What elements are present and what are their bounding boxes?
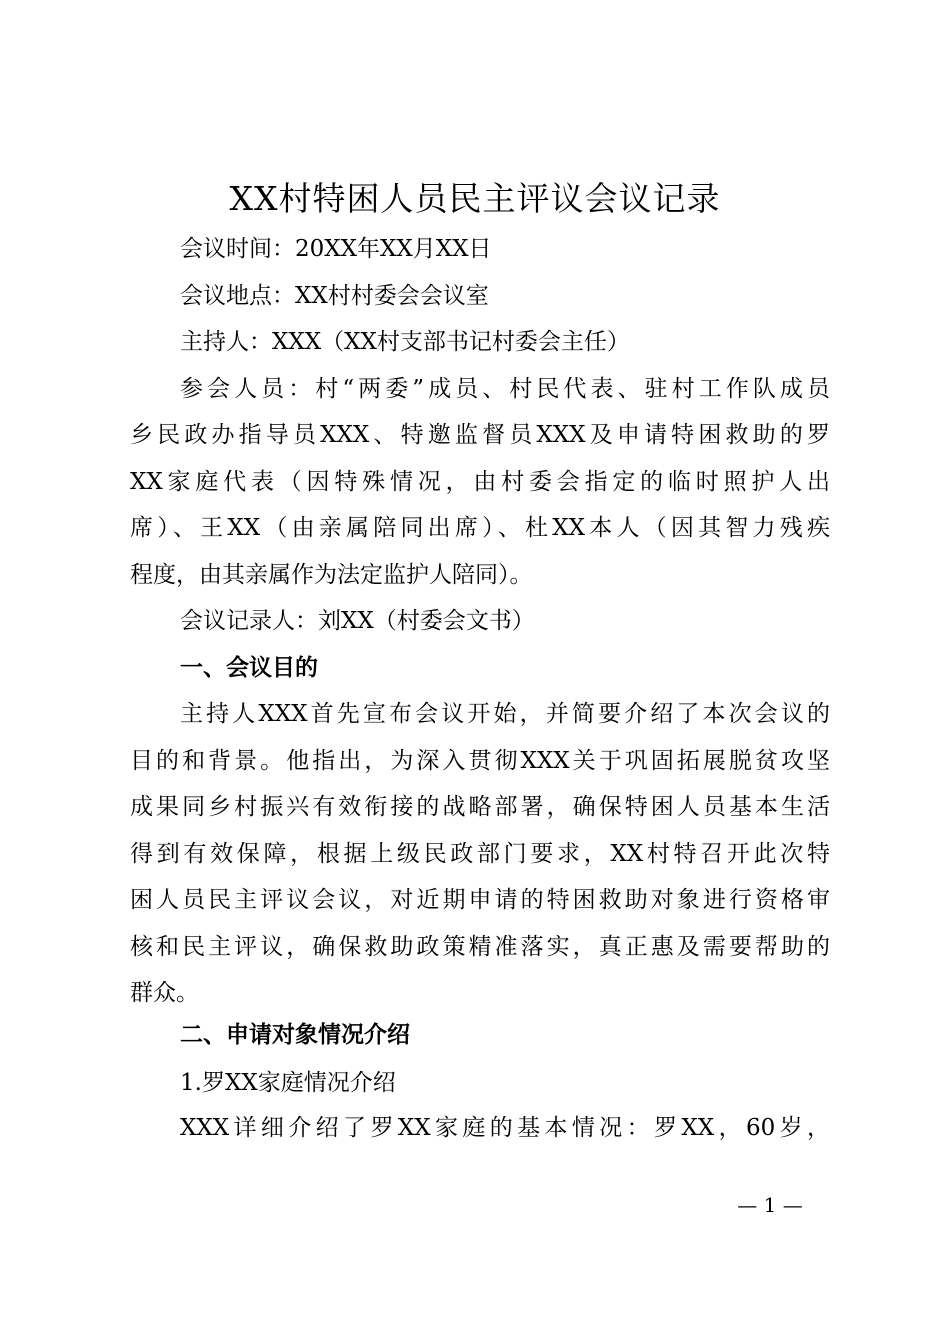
- section-heading-applicants: 二、申请对象情况介绍: [180, 1022, 410, 1048]
- paragraph-line: 核和民主评议，确保救助政策精准落实，真正惠及需要帮助的: [130, 934, 830, 960]
- paragraph-line: XXX详细介绍了罗XX家庭的基本情况：罗XX，60岁，: [180, 1115, 830, 1141]
- meeting-time: 会议时间：20XX年XX月XX日: [180, 236, 492, 262]
- attendees-line: 参会人员：村“两委”成员、村民代表、驻村工作队成员: [180, 376, 830, 402]
- paragraph-line: 群众。: [130, 980, 199, 1006]
- meeting-location: 会议地点：XX村村委会会议室: [180, 283, 489, 309]
- section-heading-purpose: 一、会议目的: [180, 655, 318, 681]
- attendees-line: 乡民政办指导员XXX、特邀监督员XXX及申请特困救助的罗: [130, 422, 830, 448]
- attendees-line: 程度，由其亲属作为法定监护人陪同）。: [130, 562, 533, 588]
- attendees-line: 席）、王XX（由亲属陪同出席）、杜XX本人（因其智力残疾: [130, 515, 830, 541]
- paragraph-line: 成果同乡村振兴有效衔接的战略部署，确保特困人员基本生活: [130, 794, 830, 820]
- paragraph-line: 得到有效保障，根据上级民政部门要求，XX村特召开此次特: [130, 841, 830, 867]
- page-number: — 1 —: [737, 1193, 803, 1217]
- attendees-line: XX家庭代表（因特殊情况，由村委会指定的临时照护人出: [130, 469, 830, 495]
- paragraph-line: 目的和背景。他指出，为深入贯彻XXX关于巩固拓展脱贫攻坚: [130, 748, 830, 774]
- meeting-recorder: 会议记录人：刘XX（村委会文书）: [180, 608, 535, 634]
- paragraph-line: 困人员民主评议会议，对近期申请的特困救助对象进行资格审: [130, 887, 830, 913]
- meeting-host: 主持人：XXX（XX村支部书记村委会主任）: [180, 329, 630, 355]
- subsection-heading: 1.罗XX家庭情况介绍: [180, 1070, 396, 1096]
- document-title: XX村特困人员民主评议会议记录: [229, 179, 721, 218]
- paragraph-line: 主持人XXX首先宣布会议开始，并简要介绍了本次会议的: [180, 701, 830, 727]
